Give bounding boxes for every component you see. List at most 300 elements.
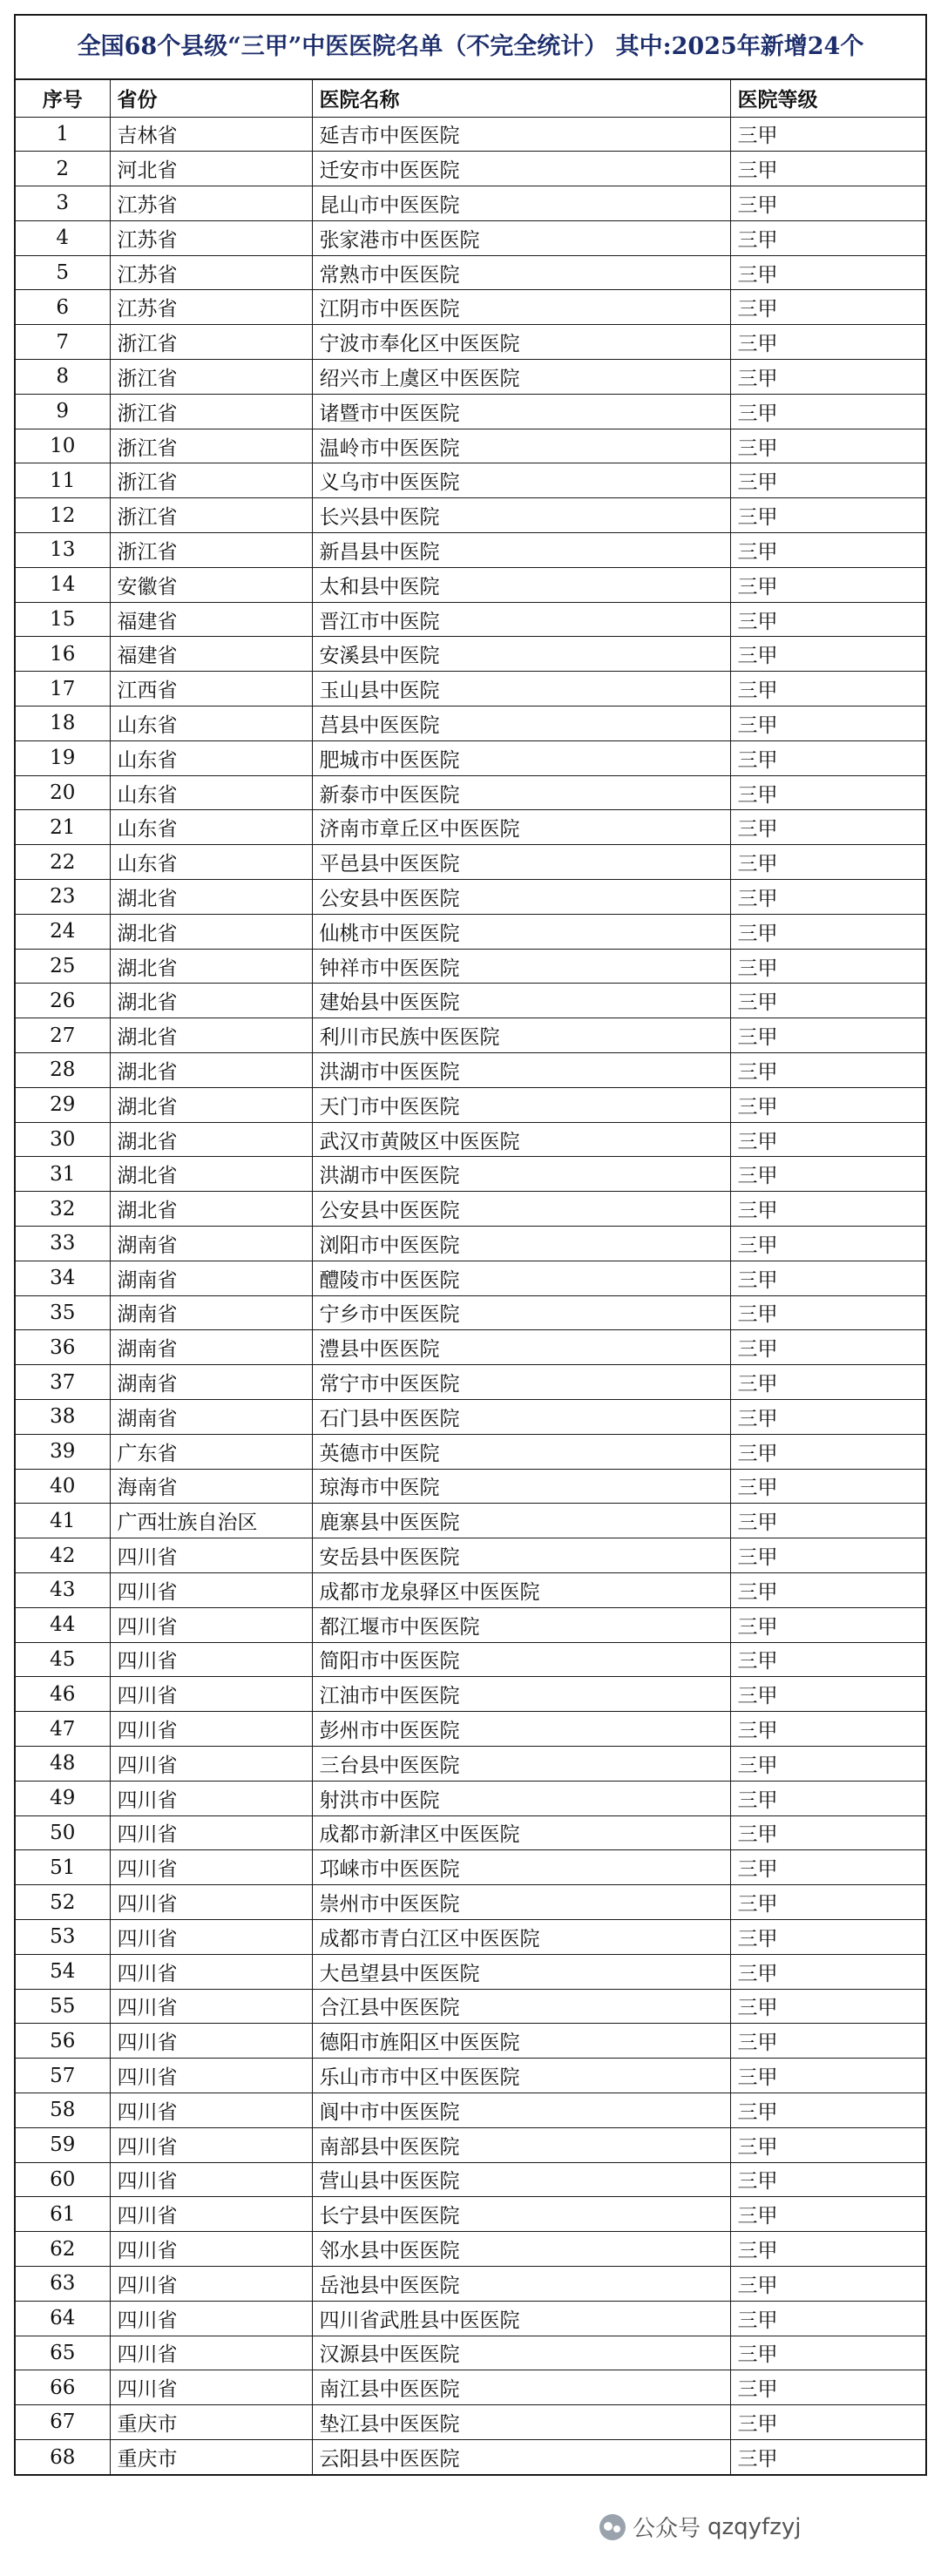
cell-province: 四川省 bbox=[110, 1919, 312, 1954]
cell-index: 36 bbox=[16, 1330, 110, 1365]
cell-hospital-name: 太和县中医院 bbox=[312, 567, 730, 602]
cell-province: 浙江省 bbox=[110, 463, 312, 498]
cell-province: 四川省 bbox=[110, 2024, 312, 2059]
cell-index: 30 bbox=[16, 1122, 110, 1157]
cell-hospital-name: 平邑县中医医院 bbox=[312, 845, 730, 880]
table-row bbox=[16, 2266, 925, 2301]
cell-index: 59 bbox=[16, 2127, 110, 2162]
cell-grade: 三甲 bbox=[730, 880, 925, 915]
cell-hospital-name: 张家港市中医医院 bbox=[312, 220, 730, 255]
cell-grade: 三甲 bbox=[730, 152, 925, 186]
cell-grade: 三甲 bbox=[730, 325, 925, 360]
table-row bbox=[16, 2162, 925, 2197]
cell-province: 山东省 bbox=[110, 810, 312, 845]
table-row bbox=[16, 1087, 925, 1122]
cell-hospital-name: 安溪县中医院 bbox=[312, 637, 730, 672]
table-row bbox=[16, 1330, 925, 1365]
cell-grade: 三甲 bbox=[730, 567, 925, 602]
cell-index: 16 bbox=[16, 637, 110, 672]
cell-index: 67 bbox=[16, 2405, 110, 2440]
cell-hospital-name: 公安县中医医院 bbox=[312, 880, 730, 915]
table-row bbox=[16, 1815, 925, 1850]
cell-hospital-name: 玉山县中医院 bbox=[312, 672, 730, 707]
table-row bbox=[16, 1018, 925, 1053]
cell-index: 35 bbox=[16, 1295, 110, 1330]
cell-grade: 三甲 bbox=[730, 637, 925, 672]
cell-province: 江苏省 bbox=[110, 186, 312, 221]
table-row bbox=[16, 152, 925, 186]
cell-index: 51 bbox=[16, 1850, 110, 1885]
cell-index: 53 bbox=[16, 1919, 110, 1954]
cell-index: 31 bbox=[16, 1157, 110, 1192]
cell-hospital-name: 宁波市奉化区中医医院 bbox=[312, 325, 730, 360]
cell-index: 14 bbox=[16, 567, 110, 602]
cell-index: 50 bbox=[16, 1815, 110, 1850]
cell-grade: 三甲 bbox=[730, 1954, 925, 1989]
cell-grade: 三甲 bbox=[730, 463, 925, 498]
wechat-watermark bbox=[592, 2509, 808, 2545]
table-row bbox=[16, 290, 925, 325]
cell-province: 重庆市 bbox=[110, 2439, 312, 2474]
cell-grade: 三甲 bbox=[730, 2197, 925, 2232]
wechat-icon bbox=[599, 2514, 626, 2540]
table-row bbox=[16, 810, 925, 845]
table-row bbox=[16, 2024, 925, 2059]
cell-index: 12 bbox=[16, 498, 110, 533]
table-row bbox=[16, 775, 925, 810]
cell-hospital-name: 都江堰市中医医院 bbox=[312, 1607, 730, 1642]
cell-index: 4 bbox=[16, 220, 110, 255]
cell-province: 广东省 bbox=[110, 1434, 312, 1469]
cell-hospital-name: 昆山市中医医院 bbox=[312, 186, 730, 221]
cell-hospital-name: 合江县中医医院 bbox=[312, 1989, 730, 2024]
cell-hospital-name: 成都市新津区中医医院 bbox=[312, 1815, 730, 1850]
cell-province: 山东省 bbox=[110, 707, 312, 741]
cell-province: 江苏省 bbox=[110, 290, 312, 325]
cell-index: 58 bbox=[16, 2093, 110, 2127]
cell-hospital-name: 崇州市中医医院 bbox=[312, 1885, 730, 1920]
cell-hospital-name: 云阳县中医医院 bbox=[312, 2439, 730, 2474]
table-row bbox=[16, 1572, 925, 1607]
cell-index: 42 bbox=[16, 1538, 110, 1573]
cell-grade: 三甲 bbox=[730, 1227, 925, 1261]
cell-grade: 三甲 bbox=[730, 672, 925, 707]
table-row bbox=[16, 1642, 925, 1677]
cell-index: 8 bbox=[16, 360, 110, 395]
cell-index: 68 bbox=[16, 2439, 110, 2474]
table-row bbox=[16, 2405, 925, 2440]
cell-grade: 三甲 bbox=[730, 220, 925, 255]
cell-grade: 三甲 bbox=[730, 2405, 925, 2440]
table-row bbox=[16, 2336, 925, 2370]
cell-hospital-name: 醴陵市中医医院 bbox=[312, 1261, 730, 1295]
cell-index: 32 bbox=[16, 1192, 110, 1227]
watermark-handle: qzqyfzyj bbox=[707, 2513, 802, 2540]
cell-grade: 三甲 bbox=[730, 914, 925, 949]
cell-province: 海南省 bbox=[110, 1469, 312, 1504]
watermark-prefix: 公众号 bbox=[633, 2516, 701, 2542]
cell-province: 浙江省 bbox=[110, 429, 312, 463]
cell-index: 60 bbox=[16, 2162, 110, 2197]
cell-index: 45 bbox=[16, 1642, 110, 1677]
cell-grade: 三甲 bbox=[730, 1018, 925, 1053]
cell-province: 湖北省 bbox=[110, 1018, 312, 1053]
cell-hospital-name: 宁乡市中医医院 bbox=[312, 1295, 730, 1330]
cell-province: 湖北省 bbox=[110, 1192, 312, 1227]
cell-index: 48 bbox=[16, 1746, 110, 1781]
cell-index: 5 bbox=[16, 255, 110, 290]
table-row bbox=[16, 1712, 925, 1747]
table-row bbox=[16, 1399, 925, 1434]
table-row bbox=[16, 567, 925, 602]
cell-hospital-name: 莒县中医医院 bbox=[312, 707, 730, 741]
cell-province: 四川省 bbox=[110, 2127, 312, 2162]
cell-hospital-name: 南部县中医医院 bbox=[312, 2127, 730, 2162]
cell-hospital-name: 射洪市中医院 bbox=[312, 1781, 730, 1815]
cell-hospital-name: 江油市中医医院 bbox=[312, 1677, 730, 1712]
cell-hospital-name: 仙桃市中医医院 bbox=[312, 914, 730, 949]
cell-index: 44 bbox=[16, 1607, 110, 1642]
cell-province: 安徽省 bbox=[110, 567, 312, 602]
table-row bbox=[16, 1295, 925, 1330]
cell-grade: 三甲 bbox=[730, 2024, 925, 2059]
cell-province: 四川省 bbox=[110, 2059, 312, 2093]
cell-province: 湖北省 bbox=[110, 914, 312, 949]
cell-index: 66 bbox=[16, 2370, 110, 2405]
cell-index: 33 bbox=[16, 1227, 110, 1261]
cell-grade: 三甲 bbox=[730, 2336, 925, 2370]
cell-index: 20 bbox=[16, 775, 110, 810]
cell-index: 1 bbox=[16, 117, 110, 152]
cell-province: 四川省 bbox=[110, 2162, 312, 2197]
table-row bbox=[16, 707, 925, 741]
cell-province: 福建省 bbox=[110, 637, 312, 672]
cell-province: 福建省 bbox=[110, 602, 312, 637]
cell-province: 江苏省 bbox=[110, 255, 312, 290]
cell-province: 湖南省 bbox=[110, 1227, 312, 1261]
column-header-grade: 医院等级 bbox=[730, 80, 925, 117]
table-row bbox=[16, 1781, 925, 1815]
cell-grade: 三甲 bbox=[730, 2162, 925, 2197]
cell-province: 四川省 bbox=[110, 2232, 312, 2267]
cell-hospital-name: 新泰市中医医院 bbox=[312, 775, 730, 810]
table-row bbox=[16, 1227, 925, 1261]
cell-province: 四川省 bbox=[110, 2336, 312, 2370]
cell-province: 湖北省 bbox=[110, 984, 312, 1018]
cell-province: 广西壮族自治区 bbox=[110, 1504, 312, 1538]
cell-grade: 三甲 bbox=[730, 845, 925, 880]
cell-hospital-name: 钟祥市中医医院 bbox=[312, 949, 730, 984]
cell-province: 四川省 bbox=[110, 1677, 312, 1712]
cell-hospital-name: 洪湖市中医医院 bbox=[312, 1157, 730, 1192]
table-row bbox=[16, 2093, 925, 2127]
cell-index: 9 bbox=[16, 394, 110, 429]
cell-index: 41 bbox=[16, 1504, 110, 1538]
table-row bbox=[16, 1677, 925, 1712]
table-row bbox=[16, 255, 925, 290]
cell-index: 38 bbox=[16, 1399, 110, 1434]
cell-grade: 三甲 bbox=[730, 1538, 925, 1573]
cell-grade: 三甲 bbox=[730, 1330, 925, 1365]
cell-index: 55 bbox=[16, 1989, 110, 2024]
cell-hospital-name: 晋江市中医院 bbox=[312, 602, 730, 637]
cell-grade: 三甲 bbox=[730, 533, 925, 568]
cell-hospital-name: 成都市青白江区中医医院 bbox=[312, 1919, 730, 1954]
cell-hospital-name: 澧县中医医院 bbox=[312, 1330, 730, 1365]
page-title: 全国68个县级“三甲”中医医院名单（不完全统计） 其中:2025年新增24个 bbox=[16, 16, 925, 80]
cell-index: 25 bbox=[16, 949, 110, 984]
cell-hospital-name: 乐山市市中区中医医院 bbox=[312, 2059, 730, 2093]
cell-hospital-name: 延吉市中医医院 bbox=[312, 117, 730, 152]
cell-hospital-name: 武汉市黄陂区中医医院 bbox=[312, 1122, 730, 1157]
cell-grade: 三甲 bbox=[730, 810, 925, 845]
cell-grade: 三甲 bbox=[730, 1746, 925, 1781]
cell-province: 四川省 bbox=[110, 2093, 312, 2127]
cell-hospital-name: 汉源县中医医院 bbox=[312, 2336, 730, 2370]
cell-index: 27 bbox=[16, 1018, 110, 1053]
cell-grade: 三甲 bbox=[730, 2370, 925, 2405]
cell-province: 四川省 bbox=[110, 1607, 312, 1642]
cell-index: 57 bbox=[16, 2059, 110, 2093]
table-row bbox=[16, 533, 925, 568]
cell-hospital-name: 英德市中医院 bbox=[312, 1434, 730, 1469]
table-row bbox=[16, 1538, 925, 1573]
cell-grade: 三甲 bbox=[730, 1261, 925, 1295]
cell-index: 63 bbox=[16, 2266, 110, 2301]
cell-grade: 三甲 bbox=[730, 1919, 925, 1954]
cell-index: 34 bbox=[16, 1261, 110, 1295]
cell-grade: 三甲 bbox=[730, 2266, 925, 2301]
cell-province: 湖北省 bbox=[110, 1087, 312, 1122]
cell-grade: 三甲 bbox=[730, 1607, 925, 1642]
table-row bbox=[16, 845, 925, 880]
cell-grade: 三甲 bbox=[730, 1399, 925, 1434]
cell-province: 四川省 bbox=[110, 1572, 312, 1607]
cell-grade: 三甲 bbox=[730, 1989, 925, 2024]
table-row bbox=[16, 117, 925, 152]
cell-hospital-name: 阆中市中医医院 bbox=[312, 2093, 730, 2127]
cell-province: 四川省 bbox=[110, 1989, 312, 2024]
cell-province: 四川省 bbox=[110, 1642, 312, 1677]
cell-hospital-name: 迁安市中医医院 bbox=[312, 152, 730, 186]
cell-index: 65 bbox=[16, 2336, 110, 2370]
cell-province: 湖北省 bbox=[110, 949, 312, 984]
table-row bbox=[16, 2127, 925, 2162]
cell-hospital-name: 诸暨市中医医院 bbox=[312, 394, 730, 429]
cell-province: 四川省 bbox=[110, 1781, 312, 1815]
table-row bbox=[16, 914, 925, 949]
cell-hospital-name: 济南市章丘区中医医院 bbox=[312, 810, 730, 845]
cell-index: 28 bbox=[16, 1053, 110, 1088]
cell-grade: 三甲 bbox=[730, 1504, 925, 1538]
cell-index: 39 bbox=[16, 1434, 110, 1469]
cell-province: 四川省 bbox=[110, 1850, 312, 1885]
cell-hospital-name: 鹿寨县中医医院 bbox=[312, 1504, 730, 1538]
table-row bbox=[16, 1919, 925, 1954]
cell-grade: 三甲 bbox=[730, 1365, 925, 1400]
table-row bbox=[16, 325, 925, 360]
table-row bbox=[16, 2197, 925, 2232]
table-row bbox=[16, 1954, 925, 1989]
cell-index: 7 bbox=[16, 325, 110, 360]
cell-grade: 三甲 bbox=[730, 2127, 925, 2162]
cell-grade: 三甲 bbox=[730, 740, 925, 775]
cell-province: 四川省 bbox=[110, 1746, 312, 1781]
table-row bbox=[16, 1746, 925, 1781]
cell-province: 浙江省 bbox=[110, 498, 312, 533]
cell-index: 54 bbox=[16, 1954, 110, 1989]
table-row bbox=[16, 880, 925, 915]
cell-grade: 三甲 bbox=[730, 1157, 925, 1192]
cell-index: 56 bbox=[16, 2024, 110, 2059]
cell-grade: 三甲 bbox=[730, 984, 925, 1018]
cell-grade: 三甲 bbox=[730, 1885, 925, 1920]
cell-hospital-name: 简阳市中医医院 bbox=[312, 1642, 730, 1677]
cell-index: 64 bbox=[16, 2301, 110, 2336]
cell-hospital-name: 天门市中医医院 bbox=[312, 1087, 730, 1122]
cell-hospital-name: 大邑望县中医医院 bbox=[312, 1954, 730, 1989]
cell-province: 湖南省 bbox=[110, 1261, 312, 1295]
table-row bbox=[16, 1469, 925, 1504]
cell-province: 四川省 bbox=[110, 1954, 312, 1989]
cell-province: 四川省 bbox=[110, 1815, 312, 1850]
table-row bbox=[16, 186, 925, 221]
cell-hospital-name: 温岭市中医医院 bbox=[312, 429, 730, 463]
table-row bbox=[16, 498, 925, 533]
cell-grade: 三甲 bbox=[730, 255, 925, 290]
cell-grade: 三甲 bbox=[730, 1677, 925, 1712]
table-row bbox=[16, 602, 925, 637]
cell-province: 湖北省 bbox=[110, 880, 312, 915]
table-row bbox=[16, 1157, 925, 1192]
cell-province: 湖北省 bbox=[110, 1053, 312, 1088]
cell-hospital-name: 常宁市中医医院 bbox=[312, 1365, 730, 1400]
cell-grade: 三甲 bbox=[730, 2301, 925, 2336]
cell-index: 11 bbox=[16, 463, 110, 498]
cell-province: 四川省 bbox=[110, 1712, 312, 1747]
cell-index: 18 bbox=[16, 707, 110, 741]
cell-grade: 三甲 bbox=[730, 949, 925, 984]
table-row bbox=[16, 1989, 925, 2024]
cell-index: 22 bbox=[16, 845, 110, 880]
table-row bbox=[16, 1053, 925, 1088]
cell-province: 浙江省 bbox=[110, 394, 312, 429]
cell-province: 四川省 bbox=[110, 2370, 312, 2405]
cell-index: 19 bbox=[16, 740, 110, 775]
cell-hospital-name: 彭州市中医医院 bbox=[312, 1712, 730, 1747]
cell-index: 29 bbox=[16, 1087, 110, 1122]
cell-grade: 三甲 bbox=[730, 1087, 925, 1122]
table-row bbox=[16, 1434, 925, 1469]
cell-province: 浙江省 bbox=[110, 533, 312, 568]
cell-index: 43 bbox=[16, 1572, 110, 1607]
cell-index: 37 bbox=[16, 1365, 110, 1400]
cell-index: 47 bbox=[16, 1712, 110, 1747]
cell-hospital-name: 义乌市中医医院 bbox=[312, 463, 730, 498]
cell-hospital-name: 琼海市中医院 bbox=[312, 1469, 730, 1504]
cell-index: 26 bbox=[16, 984, 110, 1018]
cell-index: 62 bbox=[16, 2232, 110, 2267]
cell-hospital-name: 垫江县中医医院 bbox=[312, 2405, 730, 2440]
cell-grade: 三甲 bbox=[730, 290, 925, 325]
cell-grade: 三甲 bbox=[730, 1469, 925, 1504]
cell-grade: 三甲 bbox=[730, 1642, 925, 1677]
cell-index: 40 bbox=[16, 1469, 110, 1504]
table-row bbox=[16, 1885, 925, 1920]
cell-hospital-name: 德阳市旌阳区中医医院 bbox=[312, 2024, 730, 2059]
cell-province: 湖南省 bbox=[110, 1399, 312, 1434]
cell-province: 四川省 bbox=[110, 2301, 312, 2336]
table-row bbox=[16, 672, 925, 707]
cell-index: 23 bbox=[16, 880, 110, 915]
table-row bbox=[16, 949, 925, 984]
cell-hospital-name: 南江县中医医院 bbox=[312, 2370, 730, 2405]
cell-grade: 三甲 bbox=[730, 117, 925, 152]
cell-hospital-name: 新昌县中医院 bbox=[312, 533, 730, 568]
cell-hospital-name: 安岳县中医医院 bbox=[312, 1538, 730, 1573]
cell-province: 湖南省 bbox=[110, 1330, 312, 1365]
cell-province: 湖北省 bbox=[110, 1157, 312, 1192]
cell-province: 江苏省 bbox=[110, 220, 312, 255]
cell-grade: 三甲 bbox=[730, 775, 925, 810]
table-row bbox=[16, 984, 925, 1018]
cell-province: 浙江省 bbox=[110, 360, 312, 395]
table-row bbox=[16, 1365, 925, 1400]
cell-index: 46 bbox=[16, 1677, 110, 1712]
cell-hospital-name: 三台县中医医院 bbox=[312, 1746, 730, 1781]
cell-grade: 三甲 bbox=[730, 2093, 925, 2127]
cell-hospital-name: 营山县中医医院 bbox=[312, 2162, 730, 2197]
cell-index: 3 bbox=[16, 186, 110, 221]
cell-grade: 三甲 bbox=[730, 2439, 925, 2474]
cell-province: 四川省 bbox=[110, 1885, 312, 1920]
cell-grade: 三甲 bbox=[730, 1434, 925, 1469]
cell-hospital-name: 肥城市中医医院 bbox=[312, 740, 730, 775]
column-header-index: 序号 bbox=[16, 80, 110, 117]
cell-province: 山东省 bbox=[110, 740, 312, 775]
cell-province: 四川省 bbox=[110, 2266, 312, 2301]
cell-hospital-name: 邻水县中医医院 bbox=[312, 2232, 730, 2267]
cell-province: 湖北省 bbox=[110, 1122, 312, 1157]
cell-index: 61 bbox=[16, 2197, 110, 2232]
table-row bbox=[16, 1850, 925, 1885]
cell-province: 四川省 bbox=[110, 2197, 312, 2232]
cell-grade: 三甲 bbox=[730, 1815, 925, 1850]
cell-hospital-name: 岳池县中医医院 bbox=[312, 2266, 730, 2301]
cell-grade: 三甲 bbox=[730, 1053, 925, 1088]
column-header-hospital-name: 医院名称 bbox=[312, 80, 730, 117]
table-row bbox=[16, 2232, 925, 2267]
cell-index: 17 bbox=[16, 672, 110, 707]
cell-province: 湖南省 bbox=[110, 1365, 312, 1400]
cell-grade: 三甲 bbox=[730, 1850, 925, 1885]
cell-hospital-name: 邛崃市中医医院 bbox=[312, 1850, 730, 1885]
cell-index: 49 bbox=[16, 1781, 110, 1815]
table-row bbox=[16, 394, 925, 429]
cell-grade: 三甲 bbox=[730, 1295, 925, 1330]
cell-index: 21 bbox=[16, 810, 110, 845]
cell-grade: 三甲 bbox=[730, 429, 925, 463]
cell-hospital-name: 石门县中医医院 bbox=[312, 1399, 730, 1434]
cell-hospital-name: 成都市龙泉驿区中医医院 bbox=[312, 1572, 730, 1607]
cell-grade: 三甲 bbox=[730, 1781, 925, 1815]
table-row bbox=[16, 463, 925, 498]
table-header-row bbox=[16, 80, 925, 117]
cell-grade: 三甲 bbox=[730, 1122, 925, 1157]
cell-hospital-name: 浏阳市中医医院 bbox=[312, 1227, 730, 1261]
table-body bbox=[16, 117, 925, 2474]
cell-index: 6 bbox=[16, 290, 110, 325]
